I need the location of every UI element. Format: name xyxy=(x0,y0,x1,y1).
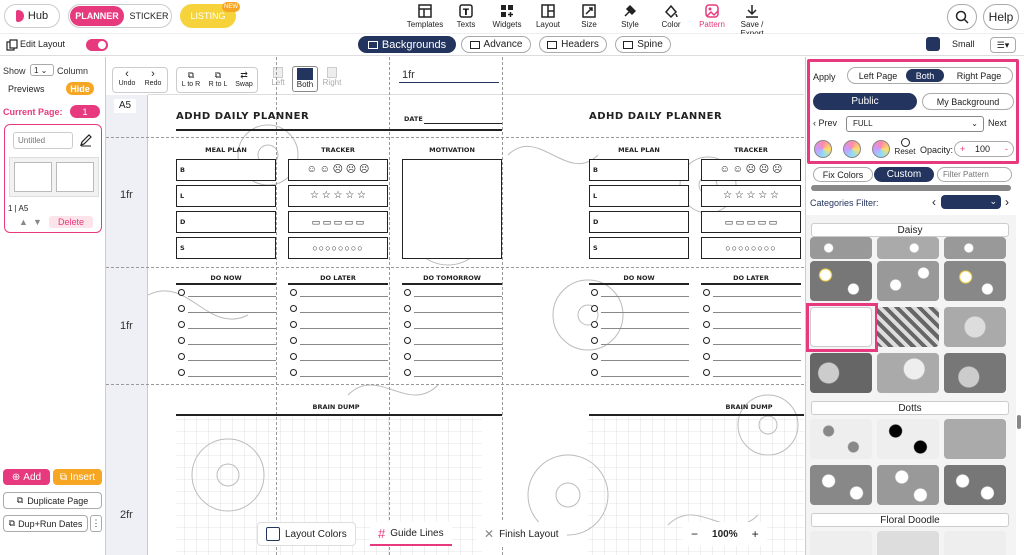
do-now-heading: DO NOW xyxy=(210,274,242,282)
duplicate-icon: ⧉ xyxy=(16,495,24,505)
page-title-input[interactable] xyxy=(13,132,73,149)
right-page-icon xyxy=(327,67,337,78)
chevron-left-icon: ‹ xyxy=(813,118,819,128)
apply-both[interactable]: Both xyxy=(906,69,944,82)
widgets-tool[interactable]: Widgets xyxy=(485,3,529,29)
filter-pattern-input[interactable] xyxy=(937,167,1012,182)
move-up-icon[interactable]: ▲ xyxy=(19,217,28,227)
apply-left-page[interactable]: Left Page xyxy=(858,70,898,81)
pattern-swatch[interactable] xyxy=(877,261,939,301)
date-label: DATE xyxy=(404,115,423,123)
secondary-bar xyxy=(0,34,1024,56)
size-tool[interactable]: Size xyxy=(567,3,611,29)
plus-icon: ⊕ xyxy=(11,471,21,483)
undo-button[interactable]: ‹ Undo xyxy=(115,69,139,87)
l-to-r-icon: ⧉ xyxy=(187,70,195,80)
opacity-stepper[interactable]: + 100 - xyxy=(954,141,1014,157)
insert-page-button[interactable]: ⧉ Insert xyxy=(53,469,102,485)
next-button[interactable]: Next xyxy=(988,118,1007,128)
side-left-button[interactable]: Left xyxy=(266,67,290,87)
scroll-strip[interactable] xyxy=(811,185,1011,191)
more-options-button[interactable]: ⋮ xyxy=(90,515,102,532)
finish-layout-button[interactable]: ✕ Finish Layout xyxy=(476,522,567,546)
pattern-swatch[interactable] xyxy=(944,261,1006,301)
meal-plan-heading: MEAL PLAN xyxy=(618,146,660,154)
color-wheel-icon[interactable] xyxy=(872,140,890,158)
pattern-swatch[interactable] xyxy=(877,419,939,459)
canvas-area xyxy=(106,57,804,555)
pattern-swatch[interactable] xyxy=(810,261,872,301)
right-panel: Apply Left Page Both Right Page Public My Background ‹ Prev FULL ⌄ Next Reset Opacity: + 100 - Fix Colors Custom Filter Pattern Categories Filter: ‹ ⌄ › Daisy Dotts Floral Doodle xyxy=(805,57,1024,555)
planner-title: ADHD DAILY PLANNER xyxy=(589,111,723,122)
public-tab[interactable]: Public xyxy=(813,93,917,110)
water-tracker[interactable]: ○○○○○○○○ xyxy=(288,237,388,259)
size-label: Small xyxy=(952,39,975,49)
custom-tab[interactable]: Custom xyxy=(874,167,934,182)
tracker-heading: TRACKER xyxy=(734,146,768,154)
side-right-button[interactable]: Right xyxy=(320,67,344,87)
row-label-1: 1fr xyxy=(120,189,133,201)
previews-label: Previews xyxy=(8,84,45,94)
close-icon: ✕ xyxy=(484,527,495,541)
column-label-underline xyxy=(399,82,499,83)
backgrounds-icon xyxy=(368,41,378,49)
guide-lines-icon: # xyxy=(378,525,386,541)
motivation-heading: MOTIVATION xyxy=(429,146,475,154)
templates-icon xyxy=(417,3,433,19)
pages-icon[interactable] xyxy=(6,39,18,51)
pattern-swatch[interactable] xyxy=(810,419,872,459)
insert-icon: ⧉ xyxy=(59,471,68,483)
color-icon xyxy=(663,3,679,19)
redo-icon: › xyxy=(151,68,155,80)
headers-icon xyxy=(547,41,557,49)
undo-redo-group xyxy=(112,67,168,93)
calendar-icon: ⧉ xyxy=(8,518,16,528)
habit-tracker[interactable]: ▭ ▭ ▭ ▭ ▭ xyxy=(701,211,801,233)
search-icon xyxy=(955,10,969,24)
current-page-label: Current Page: xyxy=(3,107,63,117)
undo-icon: ‹ xyxy=(125,68,129,80)
page-preview-card[interactable] xyxy=(4,124,102,233)
chevron-down-icon: ⌄ xyxy=(38,66,48,75)
layout-colors-icon xyxy=(266,527,280,541)
tab-headers[interactable]: Headers xyxy=(539,36,607,53)
both-pages-icon xyxy=(297,68,313,80)
r-to-l-icon: ⧉ xyxy=(214,70,222,80)
pattern-swatch[interactable] xyxy=(944,237,1006,259)
pattern-swatch[interactable] xyxy=(944,353,1006,393)
color-wheel-icon[interactable] xyxy=(843,140,861,158)
delete-page-button[interactable]: Delete xyxy=(49,216,93,228)
pattern-swatch[interactable] xyxy=(944,531,1006,555)
decrease-icon[interactable]: + xyxy=(960,144,966,154)
mode-switch xyxy=(68,4,172,28)
star-tracker[interactable]: ☆ ☆ ☆ ☆ ☆ xyxy=(701,185,801,207)
zoom-level: 100% xyxy=(712,528,738,540)
tracker-heading: TRACKER xyxy=(321,146,355,154)
planner-page-right[interactable]: ADHD DAILY PLANNER MEAL PLAN B L D S TRACKER ☺ ☺ ☹ ☹ ☹ ☆ ☆ ☆ ☆ ☆ ▭ ▭ ▭ ▭ ▭ ○○○○○○○○ DO NOW DO LATER BRAIN DUMP xyxy=(579,97,804,555)
brain-dump-heading: BRAIN DUMP xyxy=(312,403,360,411)
spine-icon xyxy=(623,41,633,49)
swap-icon: ⇄ xyxy=(240,70,248,80)
left-panel: Show 1 ⌄ Column Previews Hide Current Page: 1 Untitled 1 | A5 ▲ ▼ Delete ⊕ Add ⧉ Insert ⧉ Duplicate Page ⧉ Dup+Run Dates ⋮ xyxy=(0,57,106,555)
edit-pencil-icon[interactable] xyxy=(79,133,93,147)
left-page-icon xyxy=(273,67,283,78)
pattern-swatch[interactable] xyxy=(877,353,939,393)
page-label: 1 | A5 xyxy=(8,204,29,213)
redo-button[interactable]: › Redo xyxy=(141,69,165,87)
my-background-tab[interactable]: My Background xyxy=(922,93,1014,110)
size-theme-icon[interactable] xyxy=(926,37,940,51)
pattern-swatch[interactable] xyxy=(810,353,872,393)
layout-colors-button[interactable]: Layout Colors xyxy=(257,522,356,546)
new-badge: NEW xyxy=(224,4,238,10)
planner-title: ADHD DAILY PLANNER xyxy=(176,111,310,122)
listing-button[interactable]: LISTING xyxy=(180,4,236,28)
column-label: 1fr xyxy=(402,69,415,81)
download-icon xyxy=(744,3,760,19)
category-daisy: Daisy xyxy=(811,223,1009,237)
dup-run-dates-button[interactable]: ⧉ Dup+Run Dates xyxy=(3,515,88,532)
help-button[interactable]: Help xyxy=(983,4,1019,30)
row-label-3: 2fr xyxy=(120,509,133,521)
sliders-icon: ☰▾ xyxy=(996,40,1010,50)
pattern-swatch[interactable] xyxy=(810,465,872,505)
style-tool[interactable]: Style xyxy=(608,3,652,29)
water-tracker[interactable]: ○○○○○○○○ xyxy=(701,237,801,259)
duplicate-page-button[interactable]: ⧉ Duplicate Page xyxy=(3,492,102,509)
add-page-button[interactable]: ⊕ Add xyxy=(3,469,50,485)
tab-advance[interactable]: Advance xyxy=(461,36,531,53)
meal-plan-heading: MEAL PLAN xyxy=(205,146,247,154)
motivation-box[interactable] xyxy=(402,159,502,259)
category-floral-doodle: Floral Doodle xyxy=(811,513,1009,527)
templates-tool[interactable]: Templates xyxy=(403,3,447,29)
style-icon xyxy=(622,3,638,19)
prev-button[interactable]: ‹ Prev xyxy=(813,118,838,128)
do-tomorrow-heading: DO TOMORROW xyxy=(423,274,481,282)
layout-tools-group xyxy=(176,67,258,93)
color-wheel-icon[interactable] xyxy=(814,140,832,158)
pattern-swatch[interactable] xyxy=(944,419,1006,459)
move-down-icon[interactable]: ▼ xyxy=(33,217,42,227)
pattern-swatch[interactable] xyxy=(810,237,872,259)
chevron-left-icon[interactable]: ‹ xyxy=(932,195,936,209)
top-bar xyxy=(0,0,1024,34)
zoom-in-button[interactable]: + xyxy=(751,527,759,541)
page-side-group xyxy=(266,67,346,93)
text-icon xyxy=(458,3,474,19)
pattern-swatch[interactable] xyxy=(810,531,872,555)
pattern-icon xyxy=(704,3,720,19)
widgets-icon xyxy=(499,3,515,19)
pattern-tool[interactable]: Pattern xyxy=(690,3,734,29)
gallery-scrollbar[interactable] xyxy=(1017,415,1021,429)
pattern-swatch[interactable] xyxy=(877,307,939,347)
pattern-swatch[interactable] xyxy=(877,531,939,555)
chevron-down-icon: ⌄ xyxy=(989,196,997,206)
size-icon xyxy=(581,3,597,19)
selected-swatch-highlight xyxy=(806,303,878,352)
tab-backgrounds[interactable]: Backgrounds xyxy=(358,36,456,53)
row-label-2: 1fr xyxy=(120,320,133,332)
color-tool[interactable]: Color xyxy=(649,3,693,29)
pattern-swatch[interactable] xyxy=(944,465,1006,505)
l-to-r-button[interactable]: ⧉ L to R xyxy=(179,70,203,88)
hide-button[interactable]: Hide xyxy=(66,82,94,95)
category-dotts: Dotts xyxy=(811,401,1009,415)
habit-tracker[interactable]: ▭ ▭ ▭ ▭ ▭ xyxy=(288,211,388,233)
fix-colors-tab[interactable]: Fix Colors xyxy=(813,167,873,182)
apply-right-page[interactable]: Right Page xyxy=(956,70,1002,81)
do-now-heading: DO NOW xyxy=(623,274,655,282)
brain-dump-heading: BRAIN DUMP xyxy=(725,403,773,411)
reset-button[interactable]: Reset xyxy=(893,138,917,156)
edit-layout-toggle[interactable] xyxy=(86,39,108,51)
layout-icon xyxy=(540,3,556,19)
do-later-heading: DO LATER xyxy=(733,274,769,282)
svg-text:T: T xyxy=(462,8,470,18)
category-select[interactable] xyxy=(941,195,1001,209)
hub-button[interactable]: Hub xyxy=(4,4,60,28)
reset-circle-icon xyxy=(901,138,910,147)
tab-spine[interactable]: Spine xyxy=(615,36,671,53)
layout-tool[interactable]: Layout xyxy=(526,3,570,29)
planner-tab[interactable]: PLANNER xyxy=(70,6,124,26)
zoom-out-button[interactable]: − xyxy=(691,527,699,541)
hub-logo-icon xyxy=(16,10,24,22)
side-both-button[interactable]: Both xyxy=(292,66,318,92)
current-page-value: 1 xyxy=(70,105,100,118)
sticker-tab[interactable]: STICKER xyxy=(129,11,169,21)
increase-icon[interactable]: - xyxy=(1005,144,1008,154)
page-thumbnail[interactable] xyxy=(9,157,99,197)
chevron-down-icon: ⌄ xyxy=(971,119,978,128)
swap-button[interactable]: ⇄ Swap xyxy=(232,70,256,88)
show-select[interactable]: 1 ⌄ xyxy=(30,64,54,76)
r-to-l-button[interactable]: ⧉ R to L xyxy=(206,70,230,88)
texts-tool[interactable]: T Texts xyxy=(444,3,488,29)
advance-icon xyxy=(470,41,480,49)
do-later-heading: DO LATER xyxy=(320,274,356,282)
apply-settings-box: Apply Left Page Both Right Page Public My Background ‹ Prev FULL ⌄ Next Reset Opacity: + 100 - xyxy=(807,59,1019,164)
chevron-right-icon[interactable]: › xyxy=(1005,195,1009,209)
star-tracker[interactable]: ☆ ☆ ☆ ☆ ☆ xyxy=(288,185,388,207)
settings-sliders-button[interactable] xyxy=(990,37,1016,53)
pattern-swatch[interactable] xyxy=(877,465,939,505)
edit-layout-label: Edit Layout xyxy=(20,39,66,49)
guide-lines-button[interactable]: # Guide Lines xyxy=(370,522,452,546)
apply-segment xyxy=(847,67,1013,84)
mood-tracker[interactable]: ☺ ☺ ☹ ☹ ☹ xyxy=(288,159,388,181)
page-size-badge: A5 xyxy=(114,99,136,113)
zoom-control xyxy=(683,522,767,546)
mood-tracker[interactable]: ☺ ☺ ☹ ☹ ☹ xyxy=(701,159,801,181)
pattern-swatch[interactable] xyxy=(944,307,1006,347)
planner-page-left[interactable]: ADHD DAILY PLANNER DATE MEAL PLAN B L D S TRACKER ☺ ☺ ☹ ☹ ☹ ☆ ☆ ☆ ☆ ☆ ▭ ▭ ▭ ▭ ▭ ○○○○○○○○ MOTIVATION DO NOW DO LATER DO TOMORROW BRAIN DUMP xyxy=(166,97,506,555)
pattern-swatch[interactable] xyxy=(877,237,939,259)
fit-select[interactable]: FULL ⌄ xyxy=(846,116,984,132)
pattern-gallery xyxy=(806,215,1016,555)
save-export-tool[interactable]: Save / xyxy=(728,3,776,38)
search-button[interactable] xyxy=(947,4,977,30)
